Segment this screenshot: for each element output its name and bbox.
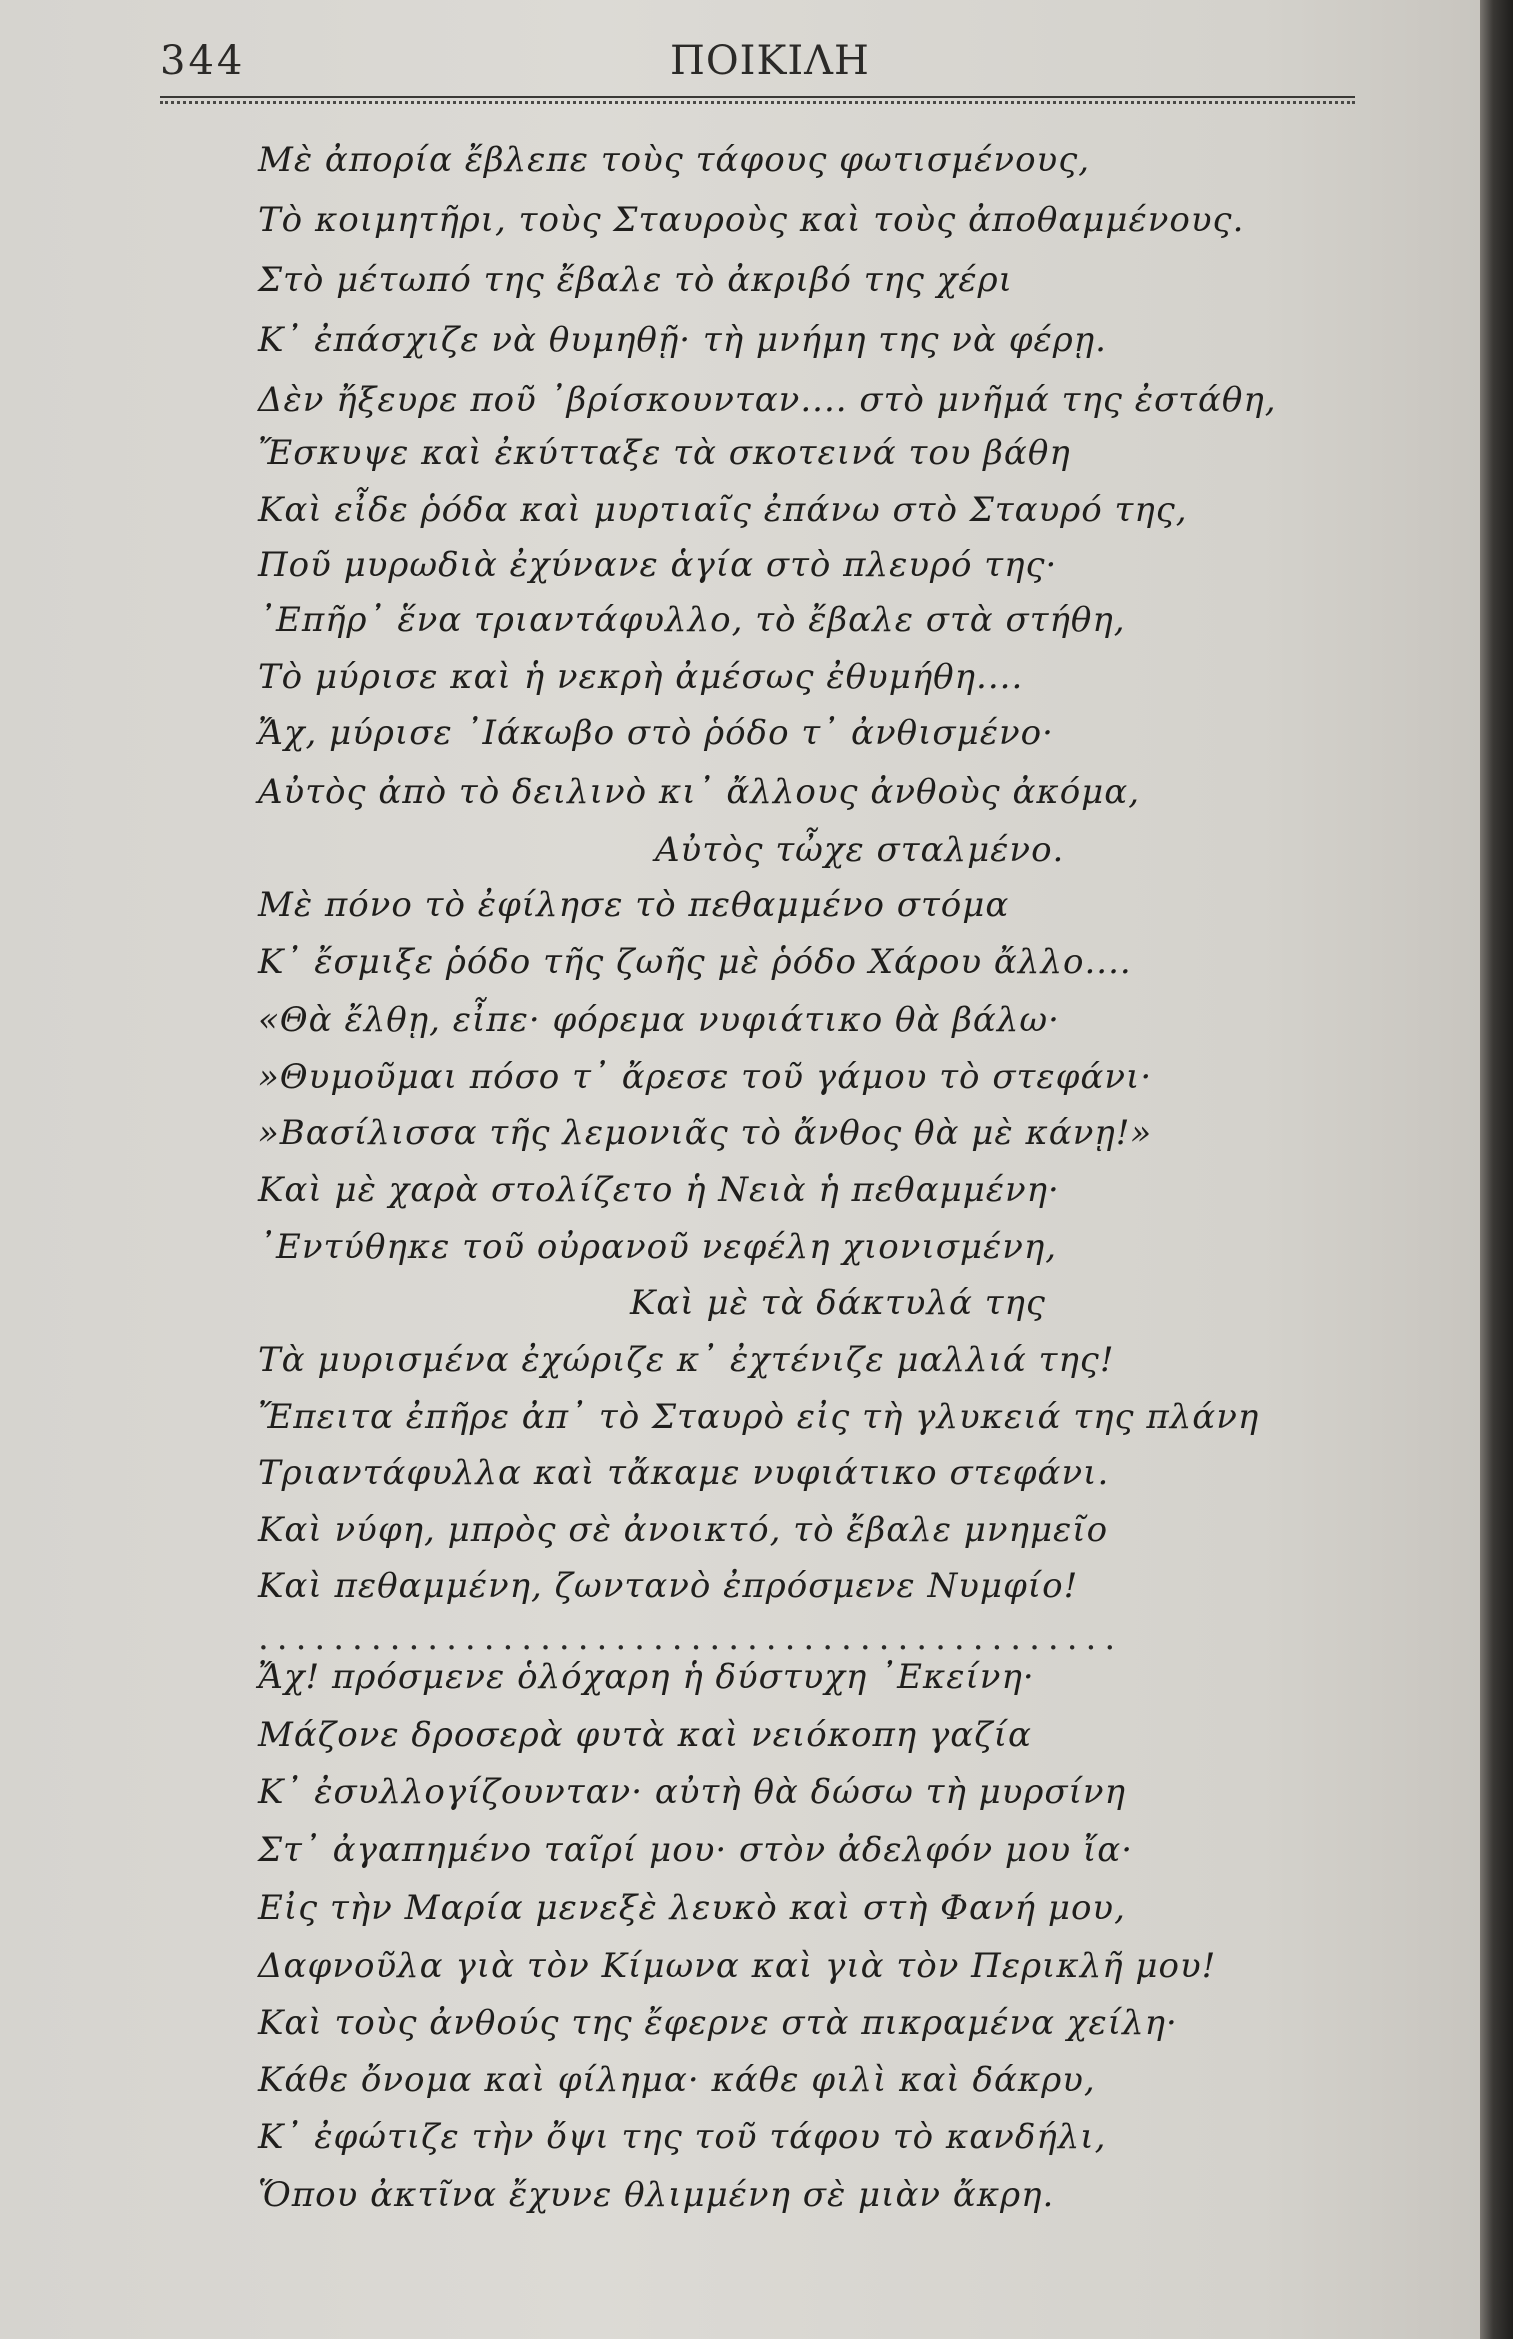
- poem-line: Καὶ εἶδε ῥόδα καὶ μυρτιαῖς ἐπάνω στὸ Σταυρό της,: [258, 490, 1188, 530]
- poem-line: Κ᾽ ἔσμιξε ῥόδο τῆς ζωῆς μὲ ῥόδο Χάρου ἄλλο....: [258, 942, 1132, 982]
- poem-line: «Θὰ ἔλθῃ, εἶπε· φόρεμα νυφιάτικο θὰ βάλω·: [258, 1000, 1060, 1040]
- poem-line: Μὲ πόνο τὸ ἐφίλησε τὸ πεθαμμένο στόμα: [258, 885, 1010, 925]
- poem-line: Ἄχ! πρόσμενε ὁλόχαρη ἡ δύστυχη ᾽Εκείνη·: [258, 1657, 1035, 1697]
- poem-line: Εἰς τὴν Μαρία μενεξὲ λευκὸ καὶ στὴ Φανή μου,: [258, 1888, 1126, 1928]
- poem-line: Αὐτὸς ἀπὸ τὸ δειλινὸ κι᾽ ἄλλους ἀνθοὺς ἀκόμα,: [258, 772, 1141, 812]
- poem-line: ᾽Επῆρ᾽ ἕνα τριαντάφυλλο, τὸ ἔβαλε στὰ στήθη,: [258, 600, 1126, 640]
- poem-line: Καὶ μὲ χαρὰ στολίζετο ἡ Νειὰ ἡ πεθαμμένη·: [258, 1170, 1060, 1210]
- page-number: 344: [160, 38, 246, 84]
- poem-line: Τριαντάφυλλα καὶ τἄκαμε νυφιάτικο στεφάνι.: [258, 1453, 1110, 1493]
- poem-line: Τὸ μύρισε καὶ ἡ νεκρὴ ἀμέσως ἐθυμήθη....: [258, 657, 1024, 697]
- poem-line: Κάθε ὄνομα καὶ φίλημα· κάθε φιλὶ καὶ δάκρυ,: [258, 2060, 1096, 2100]
- poem-line: Στ᾽ ἀγαπημένο ταῖρί μου· στὸν ἀδελφόν μου ἴα·: [258, 1830, 1134, 1870]
- poem-line: Καὶ πεθαμμένη, ζωντανὸ ἐπρόσμενε Νυμφίο!: [258, 1566, 1079, 1606]
- poem-line: Ἔπειτα ἐπῆρε ἀπ᾽ τὸ Σταυρὸ εἰς τὴ γλυκειά της πλάνη: [258, 1397, 1260, 1437]
- poem-line: ᾽Εντύθηκε τοῦ οὐρανοῦ νεφέλη χιονισμένη,: [258, 1227, 1058, 1267]
- poem-line: Καὶ νύφη, μπρὸς σὲ ἀνοικτό, τὸ ἔβαλε μνημεῖο: [258, 1510, 1109, 1550]
- poem-line: Κ᾽ ἐφώτιζε τὴν ὄψι της τοῦ τάφου τὸ κανδήλι,: [258, 2117, 1107, 2157]
- poem-line: Καὶ τοὺς ἀνθούς της ἔφερνε στὰ πικραμένα χείλη·: [258, 2003, 1178, 2043]
- poem-line: Μὲ ἀπορία ἔβλεπε τοὺς τάφους φωτισμένους,: [258, 140, 1091, 180]
- poem-line: Ὅπου ἀκτῖνα ἔχυνε θλιμμένη σὲ μιὰν ἄκρη.: [258, 2175, 1055, 2215]
- poem-line: Μάζονε δροσερὰ φυτὰ καὶ νειόκοπη γαζία: [258, 1715, 1032, 1755]
- poem-line: »Βασίλισσα τῆς λεμονιᾶς τὸ ἄνθος θὰ μὲ κάνῃ!»: [258, 1113, 1153, 1153]
- section-separator: ..............................................: [258, 1618, 1124, 1658]
- poem-line: Δαφνοῦλα γιὰ τὸν Κίμωνα καὶ γιὰ τὸν Περικλῆ μου!: [258, 1946, 1217, 1986]
- running-head: ΠΟΙΚΙΛΗ: [670, 38, 870, 84]
- poem-line: Τὸ κοιμητῆρι, τοὺς Σταυροὺς καὶ τοὺς ἀποθαμμένους.: [258, 200, 1245, 240]
- poem-line: Δὲν ἤξευρε ποῦ ᾽βρίσκουνταν.... στὸ μνῆμά της ἐστάθη,: [258, 380, 1277, 420]
- poem-line-indented: Αὐτὸς τὦχε σταλμένο.: [655, 830, 1065, 870]
- poem-line: »Θυμοῦμαι πόσο τ᾽ ἄρεσε τοῦ γάμου τὸ στεφάνι·: [258, 1057, 1153, 1097]
- poem-line: Ἄχ, μύρισε ᾽Ιάκωβο στὸ ῥόδο τ᾽ ἀνθισμένο·: [258, 713, 1054, 753]
- poem-line: Κ᾽ ἐπάσχιζε νὰ θυμηθῇ· τὴ μνήμη της νὰ φέρῃ.: [258, 320, 1107, 360]
- poem-line: Ἔσκυψε καὶ ἐκύτταξε τὰ σκοτεινά του βάθη: [258, 433, 1071, 473]
- poem-line: Κ᾽ ἐσυλλογίζουνταν· αὐτὴ θὰ δώσω τὴ μυρσίνη: [258, 1772, 1126, 1812]
- poem-line: Τὰ μυρισμένα ἐχώριζε κ᾽ ἐχτένιζε μαλλιά της!: [258, 1340, 1115, 1380]
- book-binding-edge: [1480, 0, 1513, 2339]
- poem-line-indented: Καὶ μὲ τὰ δάκτυλά της: [630, 1283, 1046, 1323]
- poem-line: Στὸ μέτωπό της ἔβαλε τὸ ἀκριβό της χέρι: [258, 260, 1013, 300]
- poem-line: Ποῦ μυρωδιὰ ἐχύνανε ἁγία στὸ πλευρό της·: [258, 545, 1058, 585]
